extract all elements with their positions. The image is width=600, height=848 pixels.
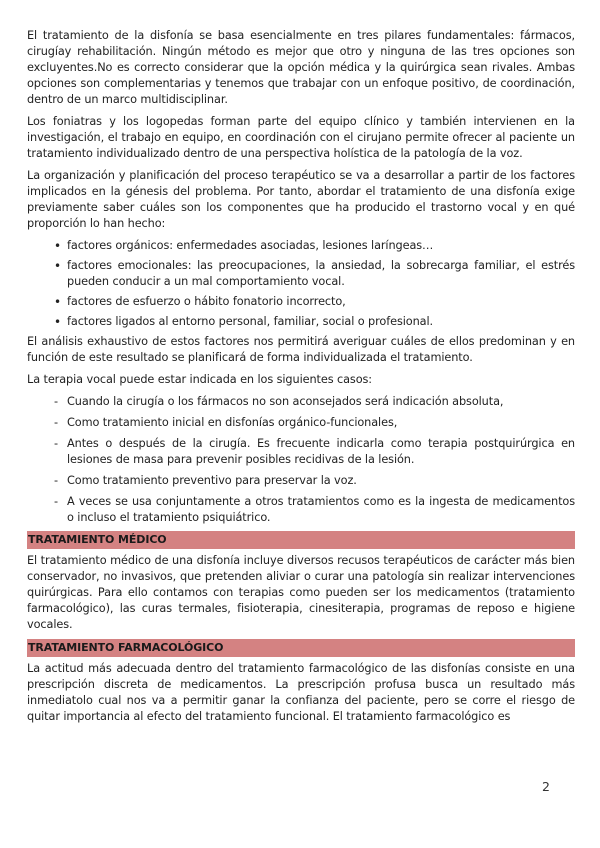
paragraph-planning: La organización y planificación del proceso terapéutico se va a desarrollar a partir de los factores implicados en la génesis del problema. Por tanto, abordar el tratamiento de una disfonía exige previamente saber cuáles son los componentes que ha producido el trastorno vocal y en qué proporción lo han hecho: <box>27 169 575 230</box>
list-item: • factores ligados al entorno personal, familiar, social o profesional. <box>27 314 575 330</box>
paragraph-team: Los foniatras y los logopedas forman parte del equipo clínico y también intervienen en la investigación, el trabajo en equipo, en coordinación con el cirujano permite ofrecer al paciente un tratamiento individualizado dentro de una perspectiva holística de la patología de la voz. <box>27 115 575 160</box>
list-item: - Antes o después de la cirugía. Es frecuente indicarla como terapia postquirúrgica en lesiones de masa para prevenir posibles recidivas de la lesión. <box>27 436 575 468</box>
factors-list <box>27 238 575 330</box>
paragraph-pharmacological: La actitud más adecuada dentro del tratamiento farmacológico de las disfonías consiste en una prescripción discreta de medicamentos. La prescripción profusa busca un resultado más inmediatolo cual nos va a permitir ganar la confianza del paciente, pero se corre el riesgo de quitar importancia al efecto del tratamiento funcional. El tratamiento farmacológico es <box>27 662 575 723</box>
list-item: - Como tratamiento preventivo para preservar la voz. <box>27 473 575 489</box>
paragraph-medical: El tratamiento médico de una disfonía incluye diversos recusos terapéuticos de carácter más bien conservador, no invasivos, que pretenden aliviar o curar una patología sin realizar intervenciones quirúrgicas. Para ello contamos con terapias como pueden ser los medicamentos (tratamiento farmacológico), las curas termales, fisioterapia, cinesiterapia, programas de reposo e higiene vocales. <box>27 554 575 631</box>
page-number: 2 <box>542 779 550 794</box>
document-body <box>27 28 575 731</box>
paragraph-intro: El tratamiento de la disfonía se basa esencialmente en tres pilares fundamentales: fármacos, cirugíay rehabilitación. Ningún método es mejor que otro y ninguna de las tres opciones son excluyentes.No es correcto considerar que la opción médica y la quirúrgica sean rivales. Ambas opciones son complementarias y tenemos que trabajar con un enfoque positivo, de coordinación, dentro de un marco multidisciplinar. <box>27 29 575 106</box>
paragraph-indications: La terapia vocal puede estar indicada en los siguientes casos: <box>27 373 372 386</box>
list-item: - A veces se usa conjuntamente a otros tratamientos como es la ingesta de medicamentos o incluso el tratamiento psiquiátrico. <box>27 494 575 526</box>
cases-list <box>27 394 575 526</box>
section-heading-medical: TRATAMIENTO MÉDICO <box>27 531 575 549</box>
paragraph-analysis: El análisis exhaustivo de estos factores nos permitirá averiguar cuáles de ellos predominan y en función de este resultado se planificará de forma individualizada el tratamiento. <box>27 335 575 364</box>
list-item: • factores orgánicos: enfermedades asociadas, lesiones laríngeas… <box>27 238 575 254</box>
section-heading-pharmacological: TRATAMIENTO FARMACOLÓGICO <box>27 639 575 657</box>
list-item: - Cuando la cirugía o los fármacos no son aconsejados será indicación absoluta, <box>27 394 575 410</box>
list-item: • factores de esfuerzo o hábito fonatorio incorrecto, <box>27 294 575 310</box>
list-item: • factores emocionales: las preocupaciones, la ansiedad, la sobrecarga familiar, el estrés pueden conducir a un mal comportamiento vocal. <box>27 258 575 290</box>
list-item: - Como tratamiento inicial en disfonías orgánico-funcionales, <box>27 415 575 431</box>
